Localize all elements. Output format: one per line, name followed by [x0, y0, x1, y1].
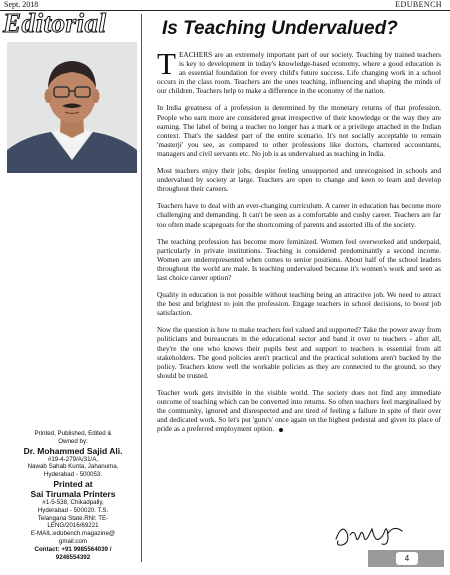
imprint-block [12, 430, 134, 561]
printer-name: Sai Tirumala Printers [30, 488, 116, 499]
publication-name: EDUBENCH [395, 0, 442, 9]
article-paragraph-4: Teachers have to deal with an ever-changing curriculum. A career in education has become more challenging and demanding. It can't be seen as a comfortable and cushy career. Teachers are far too often made scapegoats for the shortcoming of parents and assorted ills of the society. [157, 201, 441, 229]
article-paragraph-8 [157, 388, 441, 433]
column-divider [141, 14, 142, 562]
imprint-line: Owned by: [58, 437, 88, 445]
contact: Contact: +91 9985564039 / [34, 545, 112, 553]
editor-signature [332, 515, 408, 549]
imprint-address: #19-4-279/A/31/A, [47, 455, 99, 463]
article-paragraph-6: Quality in education is not possible without teaching being an attractive job. We need to attract the best and brightest to join the profession. Engage teachers in school decisions, to boost job satisfaction. [157, 290, 441, 318]
page-number: 4 [396, 552, 418, 565]
rni-number: LENG/2016/69221 [47, 522, 99, 530]
rni-number: Telangana State.RNI: TE- [37, 514, 109, 522]
paragraph-text: EACHERS are an extremely important part of our society. Teaching by trained teachers is key to development in today's knowledge-based economy, where a good education is an essential foundation for every child's future success. Life changing work in a school occurs in the class room. Teachers are the ones teaching, influencing and shaping the minds of our children. Teachers help to make a difference in the economy of the nation. [157, 50, 441, 96]
article-headline: Is Teaching Undervalued? [162, 18, 398, 39]
printer-address: #1-5-538, Chikadpally, [42, 498, 104, 506]
article-paragraph-3: Most teachers enjoy their jobs, despite feeling unsupported and unrecognised in schools and undervalued by society at large. Teachers are open to change and keen to learn and develop throughout their careers. [157, 166, 441, 194]
paragraph-text: Teacher work gets invisible in the visible world. The society does not find any immediate outcome of teaching which can be converted into returns. So often teachers feel marginalised by the community, ignored and disrespected and are tired of feeling a failure in spite of their over and dedicated work. So let's put 'guru's' once again on the highest pedestal and given its place of pride as a preferred employment option. [157, 387, 441, 434]
imprint-address: Nawab Sahab Kunta, Jahanuma, [27, 463, 119, 471]
email: E-MAIL:edubench.magazine@ [30, 530, 116, 538]
imprint-line: Printed, Published, Edited & [34, 430, 112, 437]
section-title: Editorial [3, 8, 107, 38]
editor-portrait-illustration [7, 42, 137, 173]
owner-name: Dr. Mohammed Sajid Ali. [23, 445, 123, 456]
printer-address: Hyderabad - 500020. T.S. [37, 506, 109, 514]
imprint-address: Hyderabad - 500053. [43, 471, 103, 479]
editor-photo [7, 42, 137, 173]
issue-date: Sept. 2018 [4, 0, 39, 9]
drop-cap: T [157, 46, 176, 81]
article-paragraph-2: In India greatness of a profession is determined by the monetary returns of that profession. People who earn more are considered great irrespective of their knowledge or the way they are earning. The label of being a teacher no longer has a mark or a privilege attached in the Indian context. That's the saddest part of the entire scenario. It's not socially acceptable to remain 'masterji' you see, as compared to other professions like doctors, chartered accountants, managers and civil servants etc. No job is as undervalued as teaching in India. [157, 103, 441, 158]
article-body [157, 46, 441, 441]
article-paragraph-5: The teaching profession has become more feminized. Women feel overworked and underpaid, particularly in private institutions. Teaching is considered predominantly a second income. Women are underrepresented when comes to senior positions. About half of the school leaders throughout the world are male. Is teaching undervalued because it's women's work and seen as last choice career option? [157, 236, 441, 282]
printed-at-label: Printed at [53, 478, 93, 489]
end-bullet-icon [279, 428, 283, 432]
contact: 9246554392 [55, 553, 91, 561]
article-paragraph-7: Now the question is how to make teachers feel valued and supported? Take the power away from politicians and bureaucrats in the educational sector and band it over to teachers - after all, they're the one who knows their pupils best and support to teachers is essential from all stakeholders. The good policies aren't practical and the practical solutions aren't backed by the policy. Teachers know well the workable policies as they are connected to the ground, so they should be trusted. [157, 325, 441, 380]
email: gmail.com [58, 537, 88, 545]
article-paragraph-1 [157, 46, 441, 96]
